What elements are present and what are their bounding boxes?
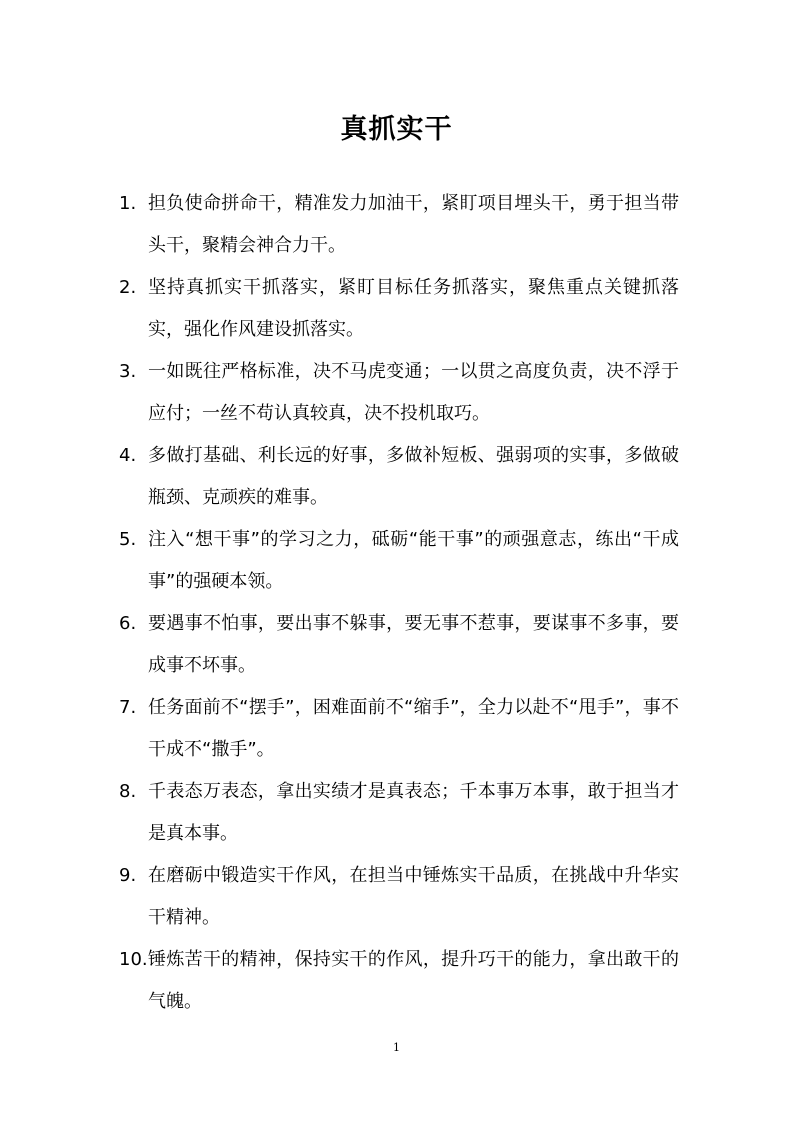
- item-number: 8.: [119, 781, 137, 802]
- list-item: [119, 603, 679, 687]
- item-text: 多做打基础、利长远的好事，多做补短板、强弱项的实事，多做破瓶颈、克顽疾的难事。: [148, 445, 679, 508]
- item-text: 注入“想干事”的学习之力，砥砺“能干事”的顽强意志，练出“干成事”的强硬本领。: [148, 529, 679, 592]
- list-item: [119, 855, 679, 939]
- item-list: [119, 183, 679, 1023]
- item-number: 2.: [119, 277, 137, 298]
- list-item: [119, 771, 679, 855]
- item-number: 10.: [119, 949, 148, 970]
- item-number: 9.: [119, 865, 137, 886]
- list-item: [119, 183, 679, 267]
- item-text: 锤炼苦干的精神，保持实干的作风，提升巧干的能力，拿出敢干的气魄。: [148, 949, 679, 1012]
- item-number: 7.: [119, 697, 137, 718]
- item-number: 1.: [119, 193, 137, 214]
- list-item: [119, 435, 679, 519]
- item-number: 4.: [119, 445, 137, 466]
- item-text: 担负使命拼命干，精准发力加油干，紧盯项目埋头干，勇于担当带头干，聚精会神合力干。: [148, 193, 679, 256]
- item-number: 5.: [119, 529, 137, 550]
- list-item: [119, 267, 679, 351]
- item-text: 任务面前不“摆手”，困难面前不“缩手”，全力以赴不“甩手”，事不干成不“撒手”。: [148, 697, 679, 760]
- list-item: [119, 687, 679, 771]
- list-item: [119, 519, 679, 603]
- item-text: 一如既往严格标准，决不马虎变通；一以贯之高度负责，决不浮于应付；一丝不苟认真较真，决不投机取巧。: [148, 361, 679, 424]
- item-number: 3.: [119, 361, 137, 382]
- item-text: 在磨砺中锻造实干作风，在担当中锤炼实干品质，在挑战中升华实干精神。: [148, 865, 679, 928]
- item-text: 要遇事不怕事，要出事不躲事，要无事不惹事，要谋事不多事，要成事不坏事。: [148, 613, 679, 676]
- document-title: 真抓实干: [340, 114, 453, 145]
- list-item: [119, 351, 679, 435]
- item-text: 坚持真抓实干抓落实，紧盯目标任务抓落实，聚焦重点关键抓落实，强化作风建设抓落实。: [148, 277, 679, 340]
- list-item: [119, 939, 679, 1023]
- item-number: 6.: [119, 613, 137, 634]
- item-text: 千表态万表态，拿出实绩才是真表态；千本事万本事，敢于担当才是真本事。: [148, 781, 679, 844]
- page-number: 1: [393, 1041, 400, 1054]
